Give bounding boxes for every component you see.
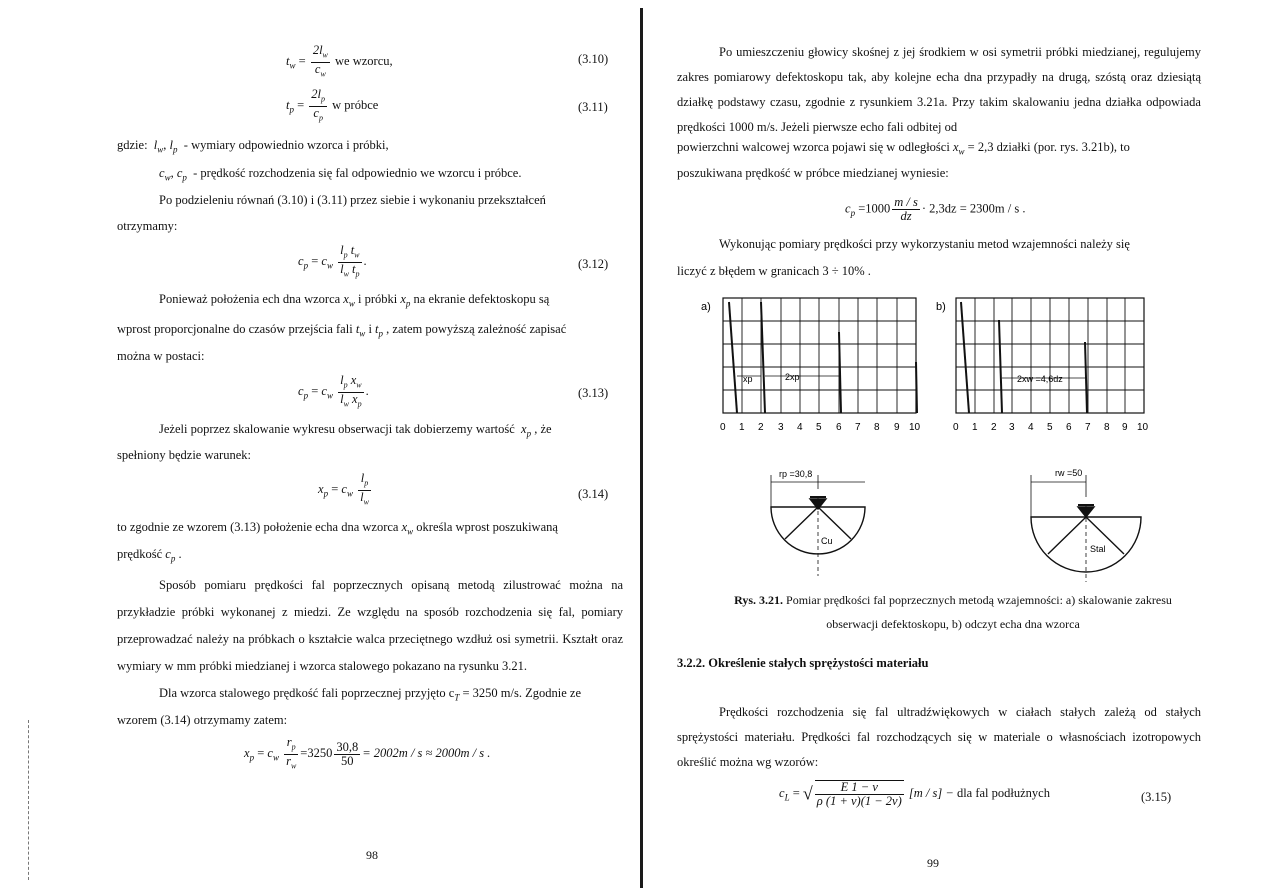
axis-ticks-a — [720, 422, 921, 433]
figure-label-a: a) — [701, 301, 711, 313]
equation-3-11: $t_p$ = $\frac{2l_p}{c_p}$ w próbce — [286, 87, 379, 122]
svg-text:9: 9 — [1122, 422, 1128, 433]
paragraph-line: liczyć z błędem w granicach 3 ÷ 10% . — [677, 264, 871, 278]
svg-text:4: 4 — [797, 422, 803, 433]
svg-text:4: 4 — [1028, 422, 1034, 433]
paragraph-line: można w postaci: — [117, 349, 205, 363]
svg-text:0: 0 — [720, 422, 726, 433]
equation-cp: $c_p =1000$ $\frac{m / s}{dz}$ · 2,3dz = 2300m / s . — [845, 195, 1026, 223]
paragraph-line: spełniony będzie warunek: — [117, 448, 251, 462]
svg-text:2: 2 — [991, 422, 997, 433]
definition-line: gdzie: $l_w$, $l_p$ - wymiary odpowiednio wzorca i próbki, — [117, 138, 389, 155]
page-number: 99 — [927, 856, 939, 870]
svg-text:7: 7 — [1085, 422, 1091, 433]
stal-label: Stal — [1090, 544, 1106, 554]
paragraph-line: powierzchni walcowej wzorca pojawi się w odległości $x_w = 2,3$ działki (por. rys. 3.21b), to — [677, 140, 1130, 157]
svg-text:3: 3 — [1009, 422, 1015, 433]
paragraph: Po umieszczeniu głowicy skośnej z jej środkiem w osi symetrii próbki miedzianej, regulujemy zakres pomiarowy defektoskopu tak, aby kolejne echa dna przypadły na drugą, szóstą oraz dziesiątą działkę podstawy czasu, zgodnie z rysunkiem 3.21a. Przy takim skalowaniu jedna działka odpowiada prędkości 1000 m/s. Jeżeli pierwsze echo fali odbitej od — [677, 45, 1201, 134]
xp-label: xp — [743, 374, 753, 384]
rp-label: rp =30,8 — [779, 469, 813, 479]
svg-text:8: 8 — [874, 422, 880, 433]
equation-3-12: $c_p = c_w$ $\frac{l_p t_w}{l_w t_p}$ . — [298, 243, 367, 278]
svg-text:1: 1 — [739, 422, 745, 433]
paragraph-line: Ponieważ położenia ech dna wzorca $x_w$ i próbki $x_p$ na ekranie defektoskopu są — [159, 292, 550, 309]
right-page — [643, 0, 1263, 893]
svg-text:2: 2 — [758, 422, 764, 433]
equation-number: (3.13) — [578, 386, 609, 400]
figure-3-21 — [693, 292, 1163, 592]
equation-3-10: $t_w$ = $\frac{2l_w}{c_w}$ we wzorcu, — [286, 43, 393, 78]
steel-reference-drawing — [1031, 475, 1141, 582]
paragraph-line: poszukiwana prędkość w próbce miedzianej wyniesie: — [677, 166, 949, 180]
paragraph-line: wzorem (3.14) otrzymamy zatem: — [117, 713, 288, 727]
figure-label-b: b) — [936, 301, 946, 313]
svg-text:6: 6 — [836, 422, 842, 433]
paragraph-line: wprost proporcjonalne do czasów przejścia fali $t_w$ i $t_p$ , zatem powyższą zależność zapisać — [117, 322, 567, 339]
svg-text:8: 8 — [1104, 422, 1110, 433]
oscilloscope-grid-b — [956, 298, 1144, 413]
svg-text:1: 1 — [972, 422, 978, 433]
2xp-label: 2xp — [785, 372, 800, 382]
page-number: 98 — [366, 848, 378, 862]
svg-text:3: 3 — [778, 422, 784, 433]
equation-number: (3.11) — [578, 100, 608, 114]
paragraph: Prędkości rozchodzenia się fal ultradźwiękowych w ciałach stałych zależą od stałych sprężystości materiału. Prędkości fal rozchodzących się w materiale o własnościach izotropowych określić można wg wzorów: — [677, 705, 1201, 769]
equation-number: (3.12) — [578, 257, 609, 271]
svg-text:9: 9 — [894, 422, 900, 433]
copper-sample-drawing — [771, 475, 865, 576]
svg-text:6: 6 — [1066, 422, 1072, 433]
oscilloscope-grid-a — [723, 298, 917, 413]
svg-text:10: 10 — [1137, 422, 1149, 433]
figure-caption: Rys. 3.21. Pomiar prędkości fal poprzecznych metodą wzajemności: a) skalowanie zakresu obserwacji defektoskopu, b) odczyt echa dna wzorca — [734, 593, 1172, 631]
equation-3-14: $x_p = c_w$ $\frac{l_p}{l_w}$ — [318, 471, 369, 506]
equation-3-15: $c_L$ = √ $\frac{E 1 - \nu}{\rho (1 + \nu)(1 - 2\nu)}$ [m / s] − dla fal podłużnych — [779, 780, 1050, 808]
axis-ticks-b — [953, 422, 1149, 433]
cu-label: Cu — [821, 536, 833, 546]
paragraph-line: Wykonując pomiary prędkości przy wykorzystaniu metod wzajemności należy się — [719, 237, 1130, 251]
rw-label: rw =50 — [1055, 468, 1083, 478]
definition-line: $c_w$, $c_p$ - prędkość rozchodzenia się fal odpowiednio we wzorcu i próbce. — [159, 166, 522, 183]
svg-text:0: 0 — [953, 422, 959, 433]
equation-number: (3.15) — [1141, 790, 1172, 804]
paragraph-line: otrzymamy: — [117, 219, 178, 233]
equation-number: (3.10) — [578, 52, 609, 66]
paragraph-line: Po podzieleniu równań (3.10) i (3.11) przez siebie i wykonaniu przekształceń — [159, 193, 546, 207]
paragraph-line: prędkość $c_p$ . — [117, 547, 182, 564]
paragraph: Sposób pomiaru prędkości fal poprzecznych opisaną metodą zilustrować można na przykładzie próbki wykonanej z miedzi. Ze względu na sposób rozchodzenia się fal, pomiary przeprowadzać należy na próbkach o kształcie walca przeciętnego wzdłuż osi symetrii. Kształt oraz wymiary w mm próbki miedzianej i wzorca stalowego pokazano na rysunku 3.21. — [117, 578, 623, 673]
paragraph-line: to zgodnie ze wzorem (3.13) położenie echa dna wzorca $x_w$ określa wprost poszukiwaną — [117, 520, 558, 537]
svg-text:7: 7 — [855, 422, 861, 433]
2xw-label: 2xw =4,6dz — [1017, 374, 1063, 384]
equation-number: (3.14) — [578, 487, 609, 501]
equation-final: $x_p = c_w$ $\frac{r_p}{r_w}$ =3250 $\frac{30,8}{50}$ = 2002m / s ≈ 2000m / s . — [244, 735, 491, 770]
svg-text:10: 10 — [909, 422, 921, 433]
paragraph-line: Jeżeli poprzez skalowanie wykresu obserwacji tak dobierzemy wartość $x_p$ , że — [159, 422, 552, 439]
svg-text:5: 5 — [1047, 422, 1053, 433]
paragraph-line: Dla wzorca stalowego prędkość fali poprzecznej przyjęto $c_T = 3250$ m/s. Zgodnie ze — [159, 686, 581, 703]
svg-text:5: 5 — [816, 422, 822, 433]
section-heading: 3.2.2. Określenie stałych sprężystości materiału — [677, 656, 929, 670]
equation-3-13: $c_p = c_w$ $\frac{l_p x_w}{l_w x_p}$ . — [298, 373, 369, 408]
